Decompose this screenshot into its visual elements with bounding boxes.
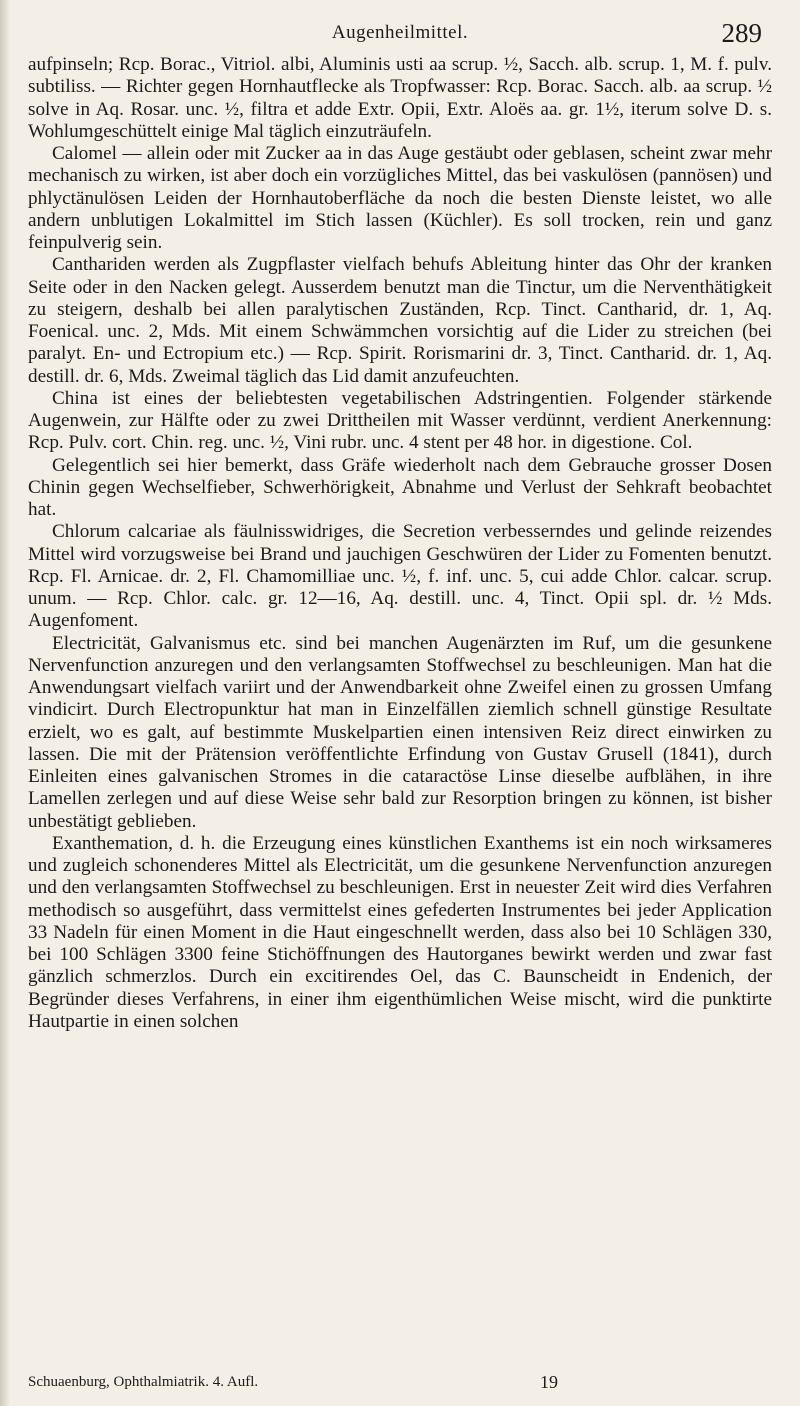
paragraph-aufpinseln: aufpinseln; Rcp. Borac., Vitriol. albi, Aluminis usti aa scrup. ½, Sacch. alb. scrup. 1, M. f. pulv. subtiliss. — Richter gegen Hornhautflecke als Tropfwasser: Rcp. Borac. Sacch. alb. aa scrup. ½ solve in Aq. Rosar. unc. ½, filtra et adde Extr. Opii, Extr. Aloës aa. gr. 1½, iterum solve D. s. Wohlumgeschüttelt einige Mal täglich einzuträufeln. [28, 54, 772, 142]
paragraph-calomel: Calomel — allein oder mit Zucker aa in das Auge gestäubt oder geblasen, scheint zwar mehr mechanisch zu wirken, ist aber doch ein vorzügliches Mittel, das bei vaskulösen (pannösen) und phlyctänulösen Leiden der Hornhautoberfläche da noch die besten Dienste leistet, wo alle andern unblutigen Lokalmittel im Stich lassen (Küchler). Es soll trocken, rein und ganz feinpulverig sein. [28, 143, 772, 253]
running-head: Augenheilmittel. [331, 22, 469, 43]
paragraph-exanthemation: Exanthemation, d. h. die Erzeugung eines künstlichen Exanthems ist ein noch wirksameres und zugleich schonenderes Mittel als Electricität, um die gesunkene Nervenfunction anzuregen und den verlangsamten Stoffwechsel zu beschleunigen. Erst in neuester Zeit wird dies Verfahren methodisch so ausgeführt, dass vermittelst eines gefederten Instrumentes bei jeder Application 33 Nadeln für einen Moment in die Haut eingeschnellt werden, dass also bei 10 Schlägen 330, bei 100 Schlägen 3300 feine Stichöffnungen des Hautorganes bewirkt werden und zwar fast gänzlich schmerzlos. Durch ein excitirendes Oel, das C. Baunscheidt in Endenich, der Begründer dieses Verfahrens, in einer ihm eigenthümlichen Weise mischt, wird die punktirte Hautpartie in einen solchen [28, 832, 772, 1032]
footer-signature: Schuaenburg, Ophthalmiatrik. 4. Aufl. [28, 1374, 259, 1390]
paragraph-china: China ist eines der beliebtesten vegetabilischen Adstringentien. Folgender stärkende Augenwein, zur Hälfte oder zu zwei Drittheilen mit Wasser verdünnt, verdient Anerkennung: Rcp. Pulv. cort. Chin. reg. unc. ½, Vini rubr. unc. 4 stent per 48 hor. in digestione. Col. [28, 387, 772, 454]
sheet-number: 19 [540, 1372, 558, 1392]
body-text [28, 54, 772, 1033]
page-footer [28, 1374, 772, 1396]
paragraph-electricitaet: Electricität, Galvanismus etc. sind bei manchen Augenärzten im Ruf, um die gesunkene Nervenfunction anzuregen und den verlangsamten Stoffwechsel zu beschleunigen. Man hat die Anwendungsart vielfach variirt und der Anwendbarkeit ohne Zweifel einen zu grossen Umfang vindicirt. Durch Electropunktur hat man in Einzelfällen ziemlich schnell günstige Resultate erzielt, wo es galt, auf bestimmte Muskelpartien einen intensiven Reiz direct einwirken zu lassen. Die mit der Prätension veröffentlichte Erfindung von Gustav Grusell (1841), durch Einleiten eines galvanischen Stromes in die cataractöse Linse dieselbe aufblähen, in ihre Lamellen zerlegen und auf diese Weise sehr bald zur Resorption bringen zu können, ist bisher unbestätigt geblieben. [28, 632, 772, 832]
paragraph-gelegentlich: Gelegentlich sei hier bemerkt, dass Gräfe wiederholt nach dem Gebrauche grosser Dosen Chinin gegen Wechselfieber, Schwerhörigkeit, Abnahme und Verlust der Sehkraft beobachtet hat. [28, 454, 772, 520]
page-header [0, 14, 800, 54]
paragraph-canthariden: Canthariden werden als Zugpflaster vielfach behufs Ableitung hinter das Ohr der kranken Seite oder in den Nacken gelegt. Ausserdem benutzt man die Tinctur, um die Nerventhätigkeit zu steigern, deshalb bei allen paralytischen Zuständen, Rcp. Tinct. Cantharid, dr. 1, Aq. Foenical. unc. 2, Mds. Mit einem Schwämmchen vorsichtig auf die Lider zu streichen (bei paralyt. En- und Ectropium etc.) — Rcp. Spirit. Rorismarini dr. 3, Tinct. Cantharid. dr. 1, Aq. destill. dr. 6, Mds. Zweimal täglich das Lid damit anzufeuchten. [28, 254, 772, 387]
paragraph-chlorum: Chlorum calcariae als fäulnisswidriges, die Secretion verbesserndes und gelinde reizendes Mittel wird vorzugsweise bei Brand und jauchigen Geschwüren der Lider zu Fomenten benutzt. Rcp. Fl. Arnicae. dr. 2, Fl. Chamomilliae unc. ½, f. inf. unc. 5, cui adde Chlor. calcar. scrup. unum. — Rcp. Chlor. calc. gr. 12—16, Aq. destill. unc. 4, Tinct. Opii spl. dr. ½ Mds. Augenfoment. [28, 521, 772, 632]
page-spine-shadow [0, 0, 10, 1406]
page-number: 289 [721, 18, 762, 48]
